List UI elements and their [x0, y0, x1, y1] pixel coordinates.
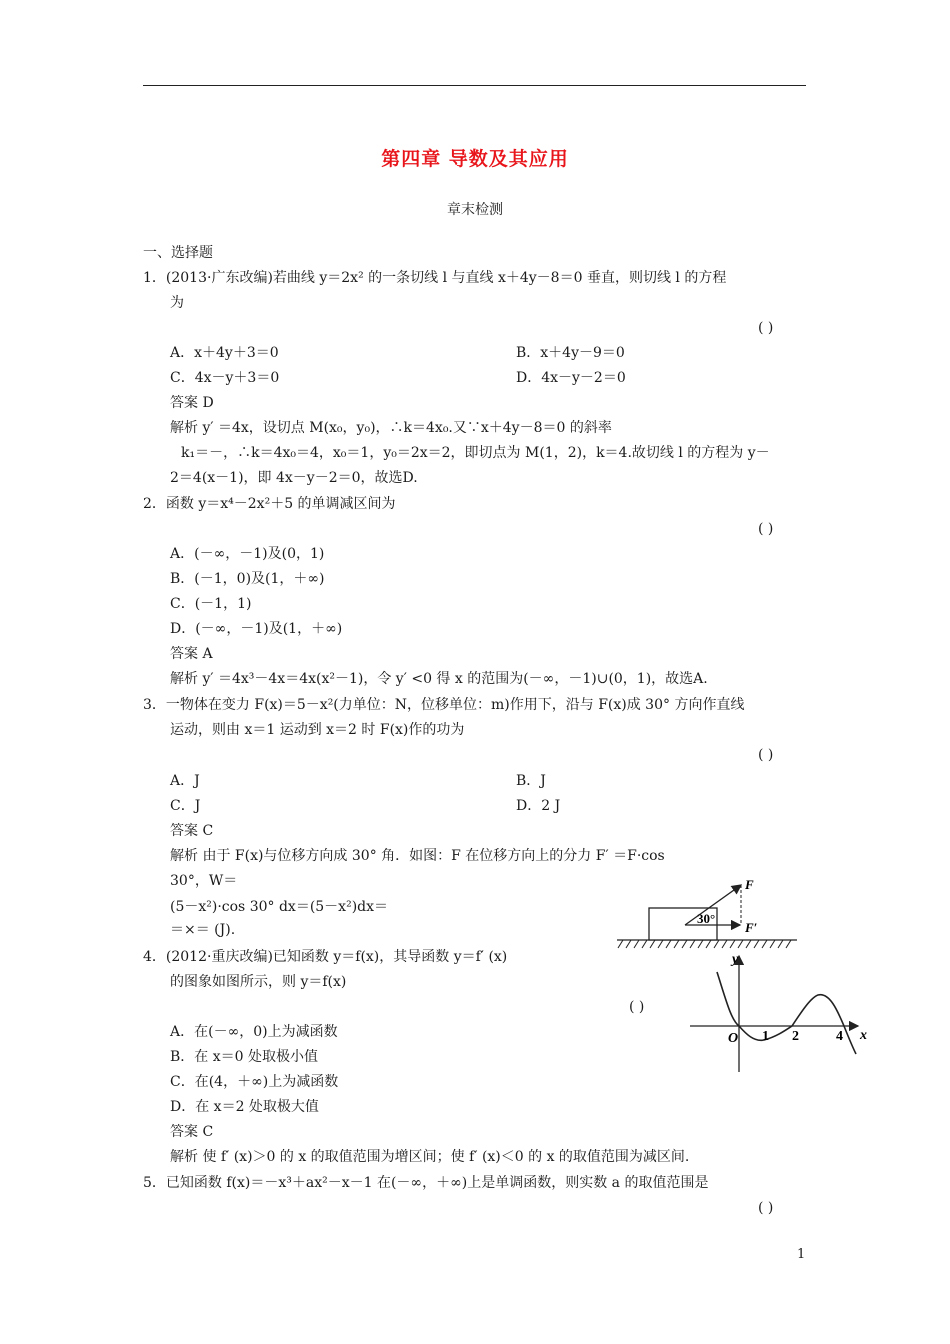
- q3-option-b: B．J: [516, 773, 546, 789]
- q1-option-c: C．4x－y＋3＝0: [170, 370, 280, 386]
- q4-stem-line1: 4．(2012·重庆改编)已知函数 y＝f(x)，其导函数 y＝f′ (x): [143, 949, 508, 965]
- q1-option-b: B．x＋4y－9＝0: [516, 345, 625, 361]
- force-label: F: [745, 877, 754, 892]
- q4-option-c: C．在(4，＋∞)上为减函数: [170, 1074, 339, 1090]
- q3-option-d: D．2 J: [516, 798, 561, 814]
- angle-label: 30°: [697, 911, 716, 926]
- tick-label: 4: [836, 1029, 843, 1044]
- q1-explanation-line1: 解析 y′ ＝4x，设切点 M(x₀，y₀)，∴k＝4x₀.又∵x＋4y－8＝0 的斜率: [170, 420, 612, 436]
- q5-stem: 5．已知函数 f(x)＝－x³＋ax²－x－1 在(－∞，＋∞)上是单调函数，则实数 a 的取值范围是: [143, 1175, 709, 1191]
- answer-blank: ( ): [758, 320, 774, 336]
- header-rule: [143, 85, 806, 86]
- derivative-graph: [688, 950, 878, 1075]
- section-subtitle: 章末检测: [447, 202, 503, 218]
- tick-label: 2: [792, 1029, 799, 1044]
- q3-stem-line2: 运动，则由 x＝1 运动到 x＝2 时 F(x)作的功为: [170, 722, 465, 738]
- q1-option-a: A．x＋4y＋3＝0: [170, 345, 279, 361]
- q2-answer: 答案 A: [170, 646, 213, 662]
- x-axis-label: x: [860, 1028, 867, 1043]
- q4-answer: 答案 C: [170, 1124, 214, 1140]
- q1-stem-line2: 为: [170, 295, 184, 311]
- q4-option-b: B．在 x＝0 处取极小值: [170, 1049, 318, 1065]
- q3-explanation-line1: 解析 由于 F(x)与位移方向成 30° 角．如图：F 在位移方向上的分力 F′ ＝F·cos: [170, 848, 665, 864]
- page-number: 1: [797, 1247, 806, 1262]
- q2-option-b: B．(－1，0)及(1，＋∞): [170, 571, 325, 587]
- origin-label: O: [728, 1031, 739, 1046]
- force-diagram: [617, 873, 802, 958]
- q2-option-c: C．(－1，1): [170, 596, 252, 612]
- ground-hatch: [618, 940, 791, 948]
- q3-explanation-line3: (5－x²)·cos 30° dx＝(5－x²)dx＝: [170, 899, 389, 915]
- component-label: F′: [745, 920, 758, 935]
- q3-option-a: A．J: [170, 773, 200, 789]
- answer-blank: ( ): [758, 1200, 774, 1216]
- q3-option-c: C．J: [170, 798, 201, 814]
- q4-explanation: 解析 使 f′ (x)＞0 的 x 的取值范围为增区间；使 f′ (x)＜0 的 x 的取值范围为减区间.: [170, 1149, 690, 1165]
- q1-explanation-line3: 2＝4(x－1)，即 4x－y－2＝0，故选D.: [170, 470, 418, 486]
- q1-explanation-line2: k₁＝－，∴k＝4x₀＝4，x₀＝1，y₀＝2x＝2，即切点为 M(1，2)，k＝4.故切线 l 的方程为 y－: [181, 445, 770, 461]
- tick-label: 1: [762, 1029, 769, 1044]
- q3-answer: 答案 C: [170, 823, 214, 839]
- q4-option-d: D．在 x＝2 处取极大值: [170, 1099, 319, 1115]
- q3-explanation-line2: 30°，W＝: [170, 873, 238, 889]
- q3-explanation-line4: ＝×＝ (J).: [170, 922, 236, 938]
- q2-explanation: 解析 y′ ＝4x³－4x＝4x(x²－1)，令 y′ <0 得 x 的范围为(－∞，－1)∪(0，1)，故选A.: [170, 671, 708, 687]
- q2-option-a: A．(－∞，－1)及(0，1): [170, 546, 325, 562]
- q2-option-d: D．(－∞，－1)及(1，＋∞): [170, 621, 343, 637]
- answer-blank: ( ): [758, 747, 774, 763]
- answer-blank: ( ): [758, 521, 774, 537]
- q4-stem-line2: 的图象如图所示，则 y＝f(x): [170, 974, 347, 990]
- q1-stem-line1: 1．(2013·广东改编)若曲线 y＝2x² 的一条切线 l 与直线 x＋4y－8＝0 垂直，则切线 l 的方程: [143, 270, 727, 286]
- q3-stem-line1: 3．一物体在变力 F(x)＝5－x²(力单位：N，位移单位：m)作用下，沿与 F(x)成 30° 方向作直线: [143, 697, 745, 713]
- chapter-title: 第四章 导数及其应用: [381, 148, 569, 170]
- q2-stem: 2．函数 y＝x⁴－2x²＋5 的单调减区间为: [143, 496, 396, 512]
- q1-option-d: D．4x－y－2＝0: [516, 370, 626, 386]
- section-heading: 一、选择题: [143, 245, 213, 261]
- y-axis-label: y: [732, 952, 739, 967]
- q4-option-a: A．在(－∞，0)上为减函数: [170, 1024, 338, 1040]
- answer-blank: ( ): [629, 999, 645, 1015]
- q1-answer: 答案 D: [170, 395, 214, 411]
